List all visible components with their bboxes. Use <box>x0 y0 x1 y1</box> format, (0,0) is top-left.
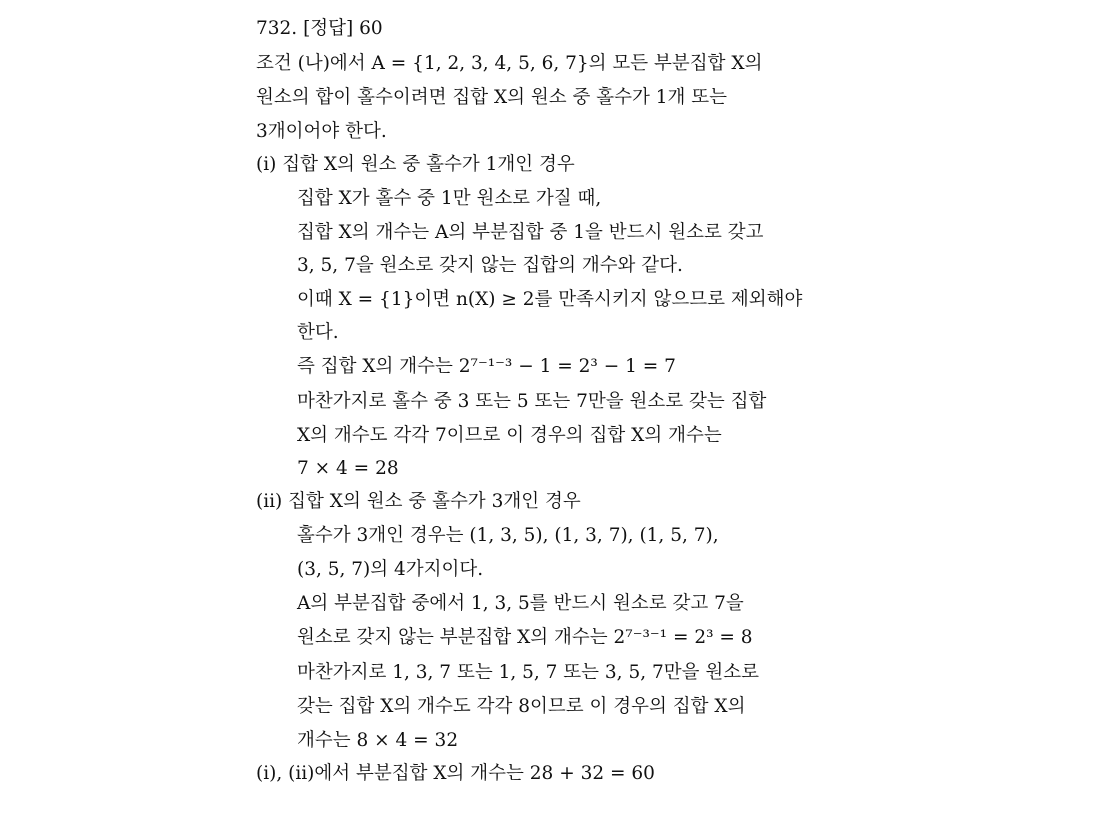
solution-line: 홀수가 3개인 경우는 (1, 3, 5), (1, 3, 7), (1, 5, 7), <box>297 525 719 546</box>
solution-line: (3, 5, 7)의 4가지이다. <box>297 559 484 580</box>
solution-line: X의 개수도 각각 7이므로 이 경우의 집합 X의 개수는 <box>297 425 722 446</box>
solution-line: 집합 X의 개수는 A의 부분집합 중 1을 반드시 원소로 갖고 <box>297 222 764 243</box>
case-heading-i: (ⅰ) 집합 X의 원소 중 홀수가 1개인 경우 <box>256 154 575 175</box>
solution-line: 7 × 4 = 28 <box>297 458 399 479</box>
solution-line: 즉 집합 X의 개수는 2⁷⁻¹⁻³ − 1 = 2³ − 1 = 7 <box>297 356 676 377</box>
conclusion-line: (ⅰ), (ⅱ)에서 부분집합 X의 개수는 28 + 32 = 60 <box>256 763 655 784</box>
solution-line: 마찬가지로 홀수 중 3 또는 5 또는 7만을 원소로 갖는 집합 <box>297 391 767 412</box>
solution-line: 이때 X = {1}이면 n(X) ≥ 2를 만족시키지 않으므로 제외해야 <box>297 289 803 310</box>
answer-header: 732. [정답] 60 <box>256 18 383 39</box>
case-heading-ii: (ⅱ) 집합 X의 원소 중 홀수가 3개인 경우 <box>256 491 581 512</box>
solution-line: 3개이어야 한다. <box>256 121 387 142</box>
solution-line: 한다. <box>297 322 339 343</box>
solution-line: 집합 X가 홀수 중 1만 원소로 가질 때, <box>297 188 602 209</box>
solution-line: A의 부분집합 중에서 1, 3, 5를 반드시 원소로 갖고 7을 <box>297 593 744 614</box>
solution-line: 원소로 갖지 않는 부분집합 X의 개수는 2⁷⁻³⁻¹ = 2³ = 8 <box>297 627 753 648</box>
solution-line: 조건 (나)에서 A = {1, 2, 3, 4, 5, 6, 7}의 모든 부분집합 X의 <box>256 53 763 74</box>
solution-line: 개수는 8 × 4 = 32 <box>297 730 459 751</box>
solution-line: 갖는 집합 X의 개수도 각각 8이므로 이 경우의 집합 X의 <box>297 696 746 717</box>
solution-line: 3, 5, 7을 원소로 갖지 않는 집합의 개수와 같다. <box>297 255 683 276</box>
solution-line: 마찬가지로 1, 3, 7 또는 1, 5, 7 또는 3, 5, 7만을 원소로 <box>297 662 759 683</box>
solution-line: 원소의 합이 홀수이려면 집합 X의 원소 중 홀수가 1개 또는 <box>256 87 728 108</box>
